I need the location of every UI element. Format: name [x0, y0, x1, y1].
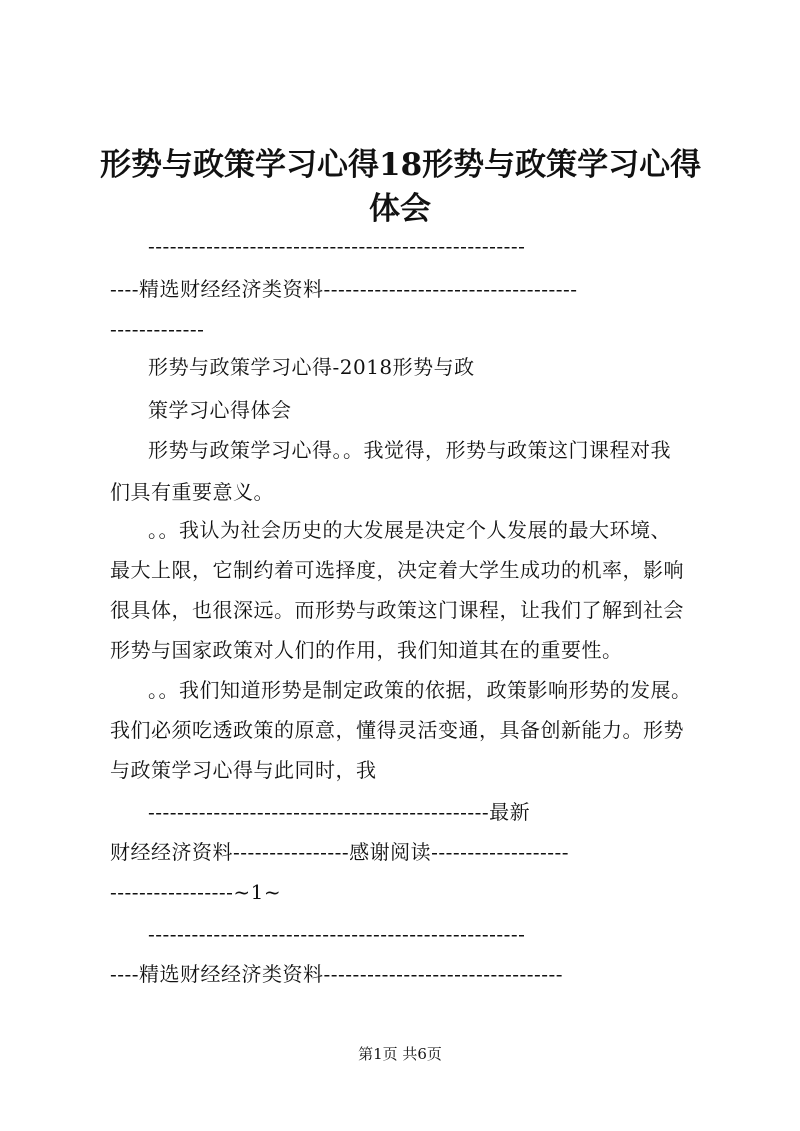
header-banner-line: ----精选财经经济类资料----------------------------------- [110, 277, 578, 301]
body-text-line: 形势与国家政策对人们的作用，我们知道其在的重要性。 [110, 638, 623, 662]
body-text-line: 策学习心得体会 [148, 398, 292, 422]
body-text-line: 我们必须吃透政策的原意，懂得灵活变通，具备创新能力。形势 [110, 718, 684, 742]
body-text-line: 很具体，也很深远。而形势与政策这门课程，让我们了解到社会 [110, 598, 684, 622]
body-text-line: 与政策学习心得与此同时，我 [110, 758, 377, 782]
body-text-line: 们具有重要意义。 [110, 480, 274, 504]
body-text-line: 。。我认为社会历史的大发展是决定个人发展的最大环境、 [148, 518, 671, 542]
document-title-line-2: 体会 [369, 191, 431, 227]
page-number-footer: 第1页 共6页 [358, 1045, 442, 1063]
separator-line: ---------------------------------------------------- [148, 234, 526, 258]
page-marker-line: -----------------~1~ [110, 880, 282, 904]
separator-line: ---------------------------------------------------- [148, 922, 526, 946]
body-text-line: 最大上限，它制约着可选择度，决定着大学生成功的机率，影响 [110, 558, 684, 582]
body-text-line: 。。我们知道形势是制定政策的依据，政策影响形势的发展。 [148, 678, 692, 702]
document-title-line-1: 形势与政策学习心得18形势与政策学习心得 [100, 147, 702, 183]
separator-line: ------------- [110, 317, 205, 341]
footer-banner-line: -----------------------------------------------最新 [148, 800, 531, 824]
header-banner-line: ----精选财经经济类资料--------------------------------- [110, 962, 564, 986]
footer-banner-line: 财经经济资料----------------感谢阅读------------------- [110, 840, 570, 864]
body-text-line: 形势与政策学习心得-2018形势与政 [148, 355, 475, 379]
body-text-line: 形势与政策学习心得。。我觉得，形势与政策这门课程对我 [148, 438, 671, 462]
